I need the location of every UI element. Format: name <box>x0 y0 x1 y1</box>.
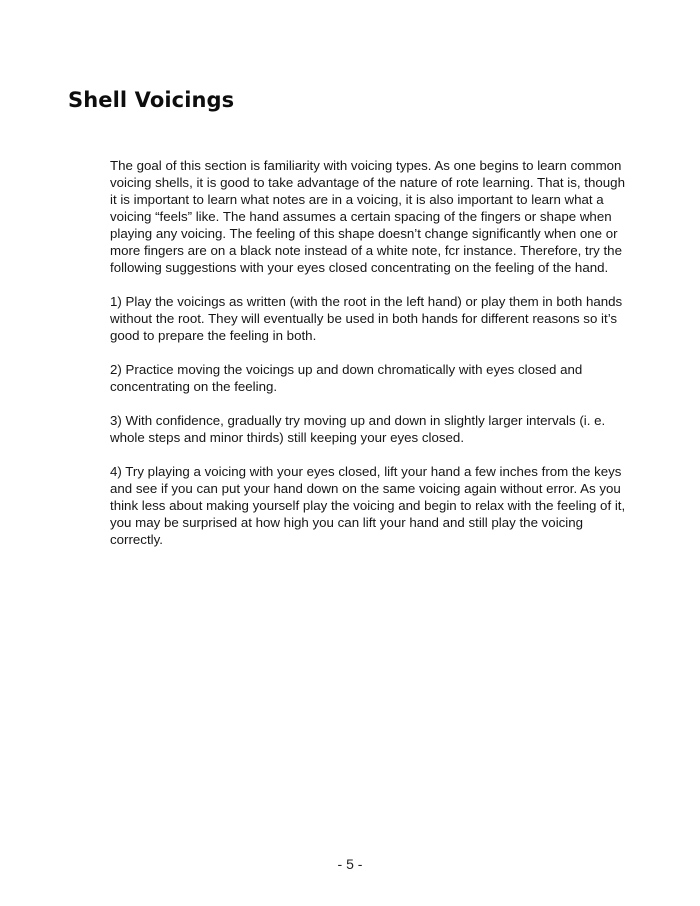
body-text <box>110 157 630 565</box>
suggestion-2: 2) Practice moving the voicings up and down chromatically with eyes closed and concentrating on the feeling. <box>110 362 583 394</box>
page-title: Shell Voicings <box>68 88 235 112</box>
suggestion-3: 3) With confidence, gradually try moving up and down in slightly larger intervals (i. e. whole steps and minor thirds) still keeping your eyes closed. <box>110 413 606 445</box>
intro-paragraph: The goal of this section is familiarity with voicing types. As one begins to learn common voicing shells, it is good to take advantage of the nature of rote learning. That is, though it is important to learn what notes are in a voicing, it is also important to learn what a voicing “feels” like. The hand assumes a certain spacing of the fingers or shape when playing any voicing. The feeling of this shape doesn’t change significantly when one or more fingers are on a black note instead of a white note, fcr instance. Therefore, try the following suggestions with your eyes closed concentrating on the feeling of the hand. <box>110 158 625 275</box>
page-number: - 5 - <box>337 856 363 872</box>
suggestion-4: 4) Try playing a voicing with your eyes closed, lift your hand a few inches from the keys and see if you can put your hand down on the same voicing again without error. As you think less about making yourself play the voicing and begin to relax with the feeling of it, you may be surprised at how high you can lift your hand and still play the voicing correctly. <box>110 464 626 547</box>
suggestion-1: 1) Play the voicings as written (with the root in the left hand) or play them in both hands without the root. They will eventually be used in both hands for different reasons so it’s good to prepare the feeling in both. <box>110 294 623 343</box>
